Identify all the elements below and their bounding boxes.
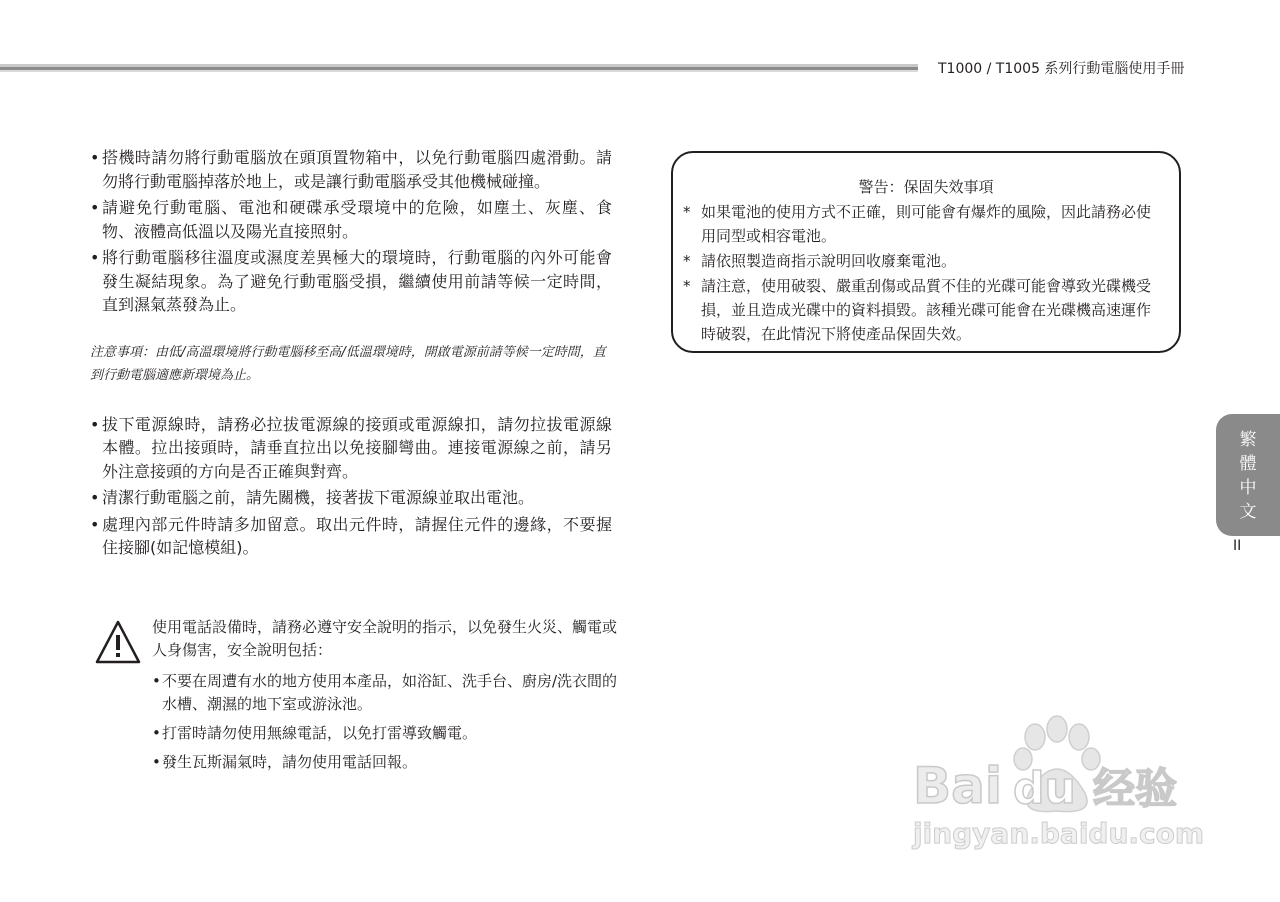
list-item: • 處理內部元件時請多加留意。取出元件時，請握住元件的邊緣，不要握住接腳(如記憶模組)。: [90, 514, 612, 557]
list-item: * 請注意，使用破裂、嚴重刮傷或品質不佳的光碟可能會導致光碟機受損，並且造成光碟中的資料損毀。該種光碟可能會在光碟機高速運作時破裂，在此情況下將使產品保固失效。: [673, 274, 1179, 346]
asterisk-icon: *: [683, 252, 691, 270]
header-rule: [0, 70, 918, 72]
warranty-warning-list: [673, 200, 1179, 346]
bullet-icon: •: [90, 248, 100, 267]
list-item: • 搭機時請勿將行動電腦放在頭頂置物箱中，以免行動電腦四處滑動。請勿將行動電腦掉落於地上，或是讓行動電腦承受其他機械碰撞。: [90, 148, 612, 191]
bullet-icon: •: [152, 753, 161, 771]
list-item: • 打雷時請勿使用無線電話，以免打雷導致觸電。: [152, 722, 620, 745]
warning-triangle-icon: [94, 618, 142, 666]
language-tab: [1216, 414, 1280, 536]
asterisk-icon: *: [683, 203, 691, 221]
warranty-warning-title: 警告：保固失效事項: [858, 178, 994, 196]
list-item: * 請依照製造商指示說明回收廢棄電池。: [673, 249, 1179, 273]
bullet-icon: •: [90, 414, 100, 434]
bullet-icon: •: [90, 148, 100, 167]
bullet-list-top: [90, 146, 612, 317]
phone-warning-intro: 使用電話設備時，請務必遵守安全說明的指示，以免發生火災、觸電或人身傷害，安全說明包括：: [152, 618, 618, 659]
list-item: • 清潔行動電腦之前，請先關機，接著拔下電源線並取出電池。: [90, 486, 612, 510]
bullet-icon: •: [152, 672, 161, 690]
list-item: • 拔下電源線時，請務必拉拔電源線的接頭或電源線扣，請勿拉拔電源線本體。拉出接頭時，請垂直拉出以免接腳彎曲。連接電源線之前，請另外注意接頭的方向是否正確與對齊。: [90, 414, 612, 481]
baidu-watermark-logo: [905, 715, 1205, 855]
svg-text:Bai: Bai: [913, 757, 1002, 815]
list-item: • 請避免行動電腦、電池和硬碟承受環境中的危險，如塵土、灰塵、食物、液體高低溫以及陽光直接照射。: [90, 198, 612, 241]
bullet-icon: •: [90, 198, 100, 217]
list-item: • 發生瓦斯漏氣時，請勿使用電話回報。: [152, 751, 620, 774]
phone-safety-warning: [90, 616, 620, 780]
left-column: [90, 146, 612, 563]
list-item: * 如果電池的使用方式不正確，則可能會有爆炸的風險，因此請務必使用同型或相容電池。: [673, 200, 1179, 248]
phone-warning-list: [152, 670, 620, 774]
bullet-list-bottom: [90, 413, 612, 560]
language-tab-label: 繁 體 中 文: [1239, 430, 1257, 522]
svg-text:经验: 经验: [1093, 764, 1178, 813]
svg-text:jingyan.baidu.com: jingyan.baidu.com: [913, 817, 1205, 850]
bullet-icon: •: [152, 724, 161, 742]
page-number: II: [1233, 538, 1242, 554]
bullet-icon: •: [90, 514, 100, 534]
caution-note: 注意事項：由低/高溫環境將行動電腦移至高/低溫環境時，開啟電源前請等候一定時間，直到行動電腦適應新環境為止。: [90, 344, 606, 383]
bullet-icon: •: [90, 488, 100, 507]
manual-title: T1000 / T1005 系列行動電腦使用手冊: [938, 61, 1185, 77]
list-item: • 將行動電腦移往溫度或濕度差異極大的環境時，行動電腦的內外可能會發生凝結現象。為了避免行動電腦受損，繼續使用前請等候一定時間，直到濕氣蒸發為止。: [90, 248, 612, 314]
warranty-warning-box: [671, 151, 1181, 353]
svg-text:du: du: [1013, 763, 1076, 814]
list-item: • 不要在周遭有水的地方使用本產品，如浴缸、洗手台、廚房/洗衣間的水槽、潮濕的地下室或游泳池。: [152, 672, 618, 713]
asterisk-icon: *: [683, 277, 691, 295]
